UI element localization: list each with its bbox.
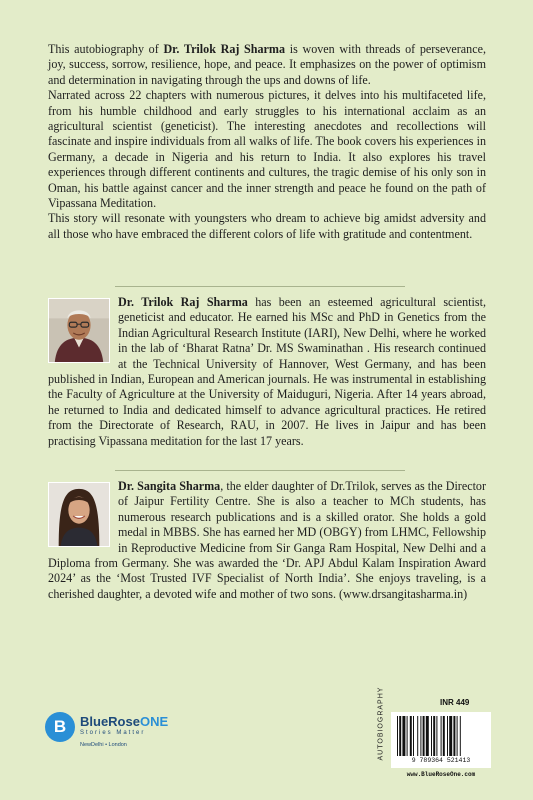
- author-bio-trilok: [48, 295, 486, 449]
- author-bio-sangita: [48, 479, 486, 602]
- divider: [115, 286, 405, 287]
- genre-label: AUTOBIOGRAPHY: [377, 686, 385, 761]
- publisher-logo-mark: B: [45, 712, 75, 742]
- publisher-cities: NewDelhi • London: [80, 742, 127, 748]
- price-label: INR 449: [440, 698, 470, 707]
- author-photo-trilok: [48, 298, 110, 363]
- isbn-number: 9 789364 521413: [411, 757, 471, 764]
- bio-text-sangita: , the elder daughter of Dr.Trilok, serves as the Director of Jaipur Fertility Centre. She is also a teacher to MCh students, has numerous research publications and is a skilled orator. She holds a gold medal in MBBS. She has earned her MD (OBGY) from LHMC, Fellowship in Reproductive Medicine from Sir Ganga Ram Hospital, New Delhi and a Diploma from Germany. She was awarded the ‘Dr. APJ Abdul Kalam Inspiration Award 2024’ as the ‘Most Trusted IVF Specialist of North India’. She enjoys traveling, is a cherished daughter, a devoted wife and mother of two sons. (www.drsangitasharma.in): [48, 479, 486, 601]
- bio-text-trilok: has been an esteemed agricultural scientist, geneticist and educator. He earned his MSc and PhD in Genetics from the Indian Agricultural Research Institute (IARI), New Delhi, where he worked in the lab of ‘Bharat Ratna’ Dr. MS Swaminathan . His research continued at the Technical University of Hannover, West Germany, and has been published in Indian, European and American journals. He was instrumental in establishing the Faculty of Agriculture at the University of Maiduguri, Nigeria. After 14 years abroad, he returned to India and dedicated himself to advance agricultural practices. He retired from the Directorate of Research, RAU, in 2007. He lives in Jaipur and has been practising Vipassana meditation for the last 17 years.: [48, 295, 486, 448]
- bio-name-trilok: Dr. Trilok Raj Sharma: [118, 295, 248, 309]
- isbn-barcode: [391, 712, 491, 768]
- blurb-paragraph-2: Narrated across 22 chapters with numerous pictures, it delves into his multifaceted life, from his humble childhood and early struggles to his international acclaim as an agricultural scientist (geneticist). The interesting anecdotes and recollections will fascinate and inspire individuals from all walks of life. The book covers his experiences in Germany, a decade in Nigeria and his return to India. It also explores his travel experiences through different continents and cultures, the tragic demise of his only son in Oman, his battle against cancer and the inner strength and peace he found on the path of Vipassana Meditation.: [48, 88, 486, 211]
- publisher-logo: [45, 712, 169, 767]
- back-cover-blurb: [48, 42, 486, 242]
- blurb-paragraph-1: This autobiography of Dr. Trilok Raj Sharma is woven with threads of perseverance, joy, success, sorrow, resilience, hope, and peace. It emphasizes on the power of optimism and determination in navigating through the ups and downs of life.: [48, 42, 486, 87]
- publisher-name: BlueRoseONE: [80, 714, 169, 729]
- divider: [115, 470, 405, 471]
- publisher-tagline: Stories Matter: [80, 730, 146, 736]
- author-name: Dr. Trilok Raj Sharma: [163, 42, 286, 56]
- blurb-paragraph-3: This story will resonate with youngsters who dream to achieve big amidst adversity and all those who have embraced the different colors of life with gratitude and contentment.: [48, 211, 486, 241]
- bio-name-sangita: Dr. Sangita Sharma: [118, 479, 221, 493]
- publisher-website: www.BlueRoseOne.com: [406, 771, 476, 778]
- author-photo-sangita: [48, 482, 110, 547]
- barcode-icon: [397, 716, 485, 756]
